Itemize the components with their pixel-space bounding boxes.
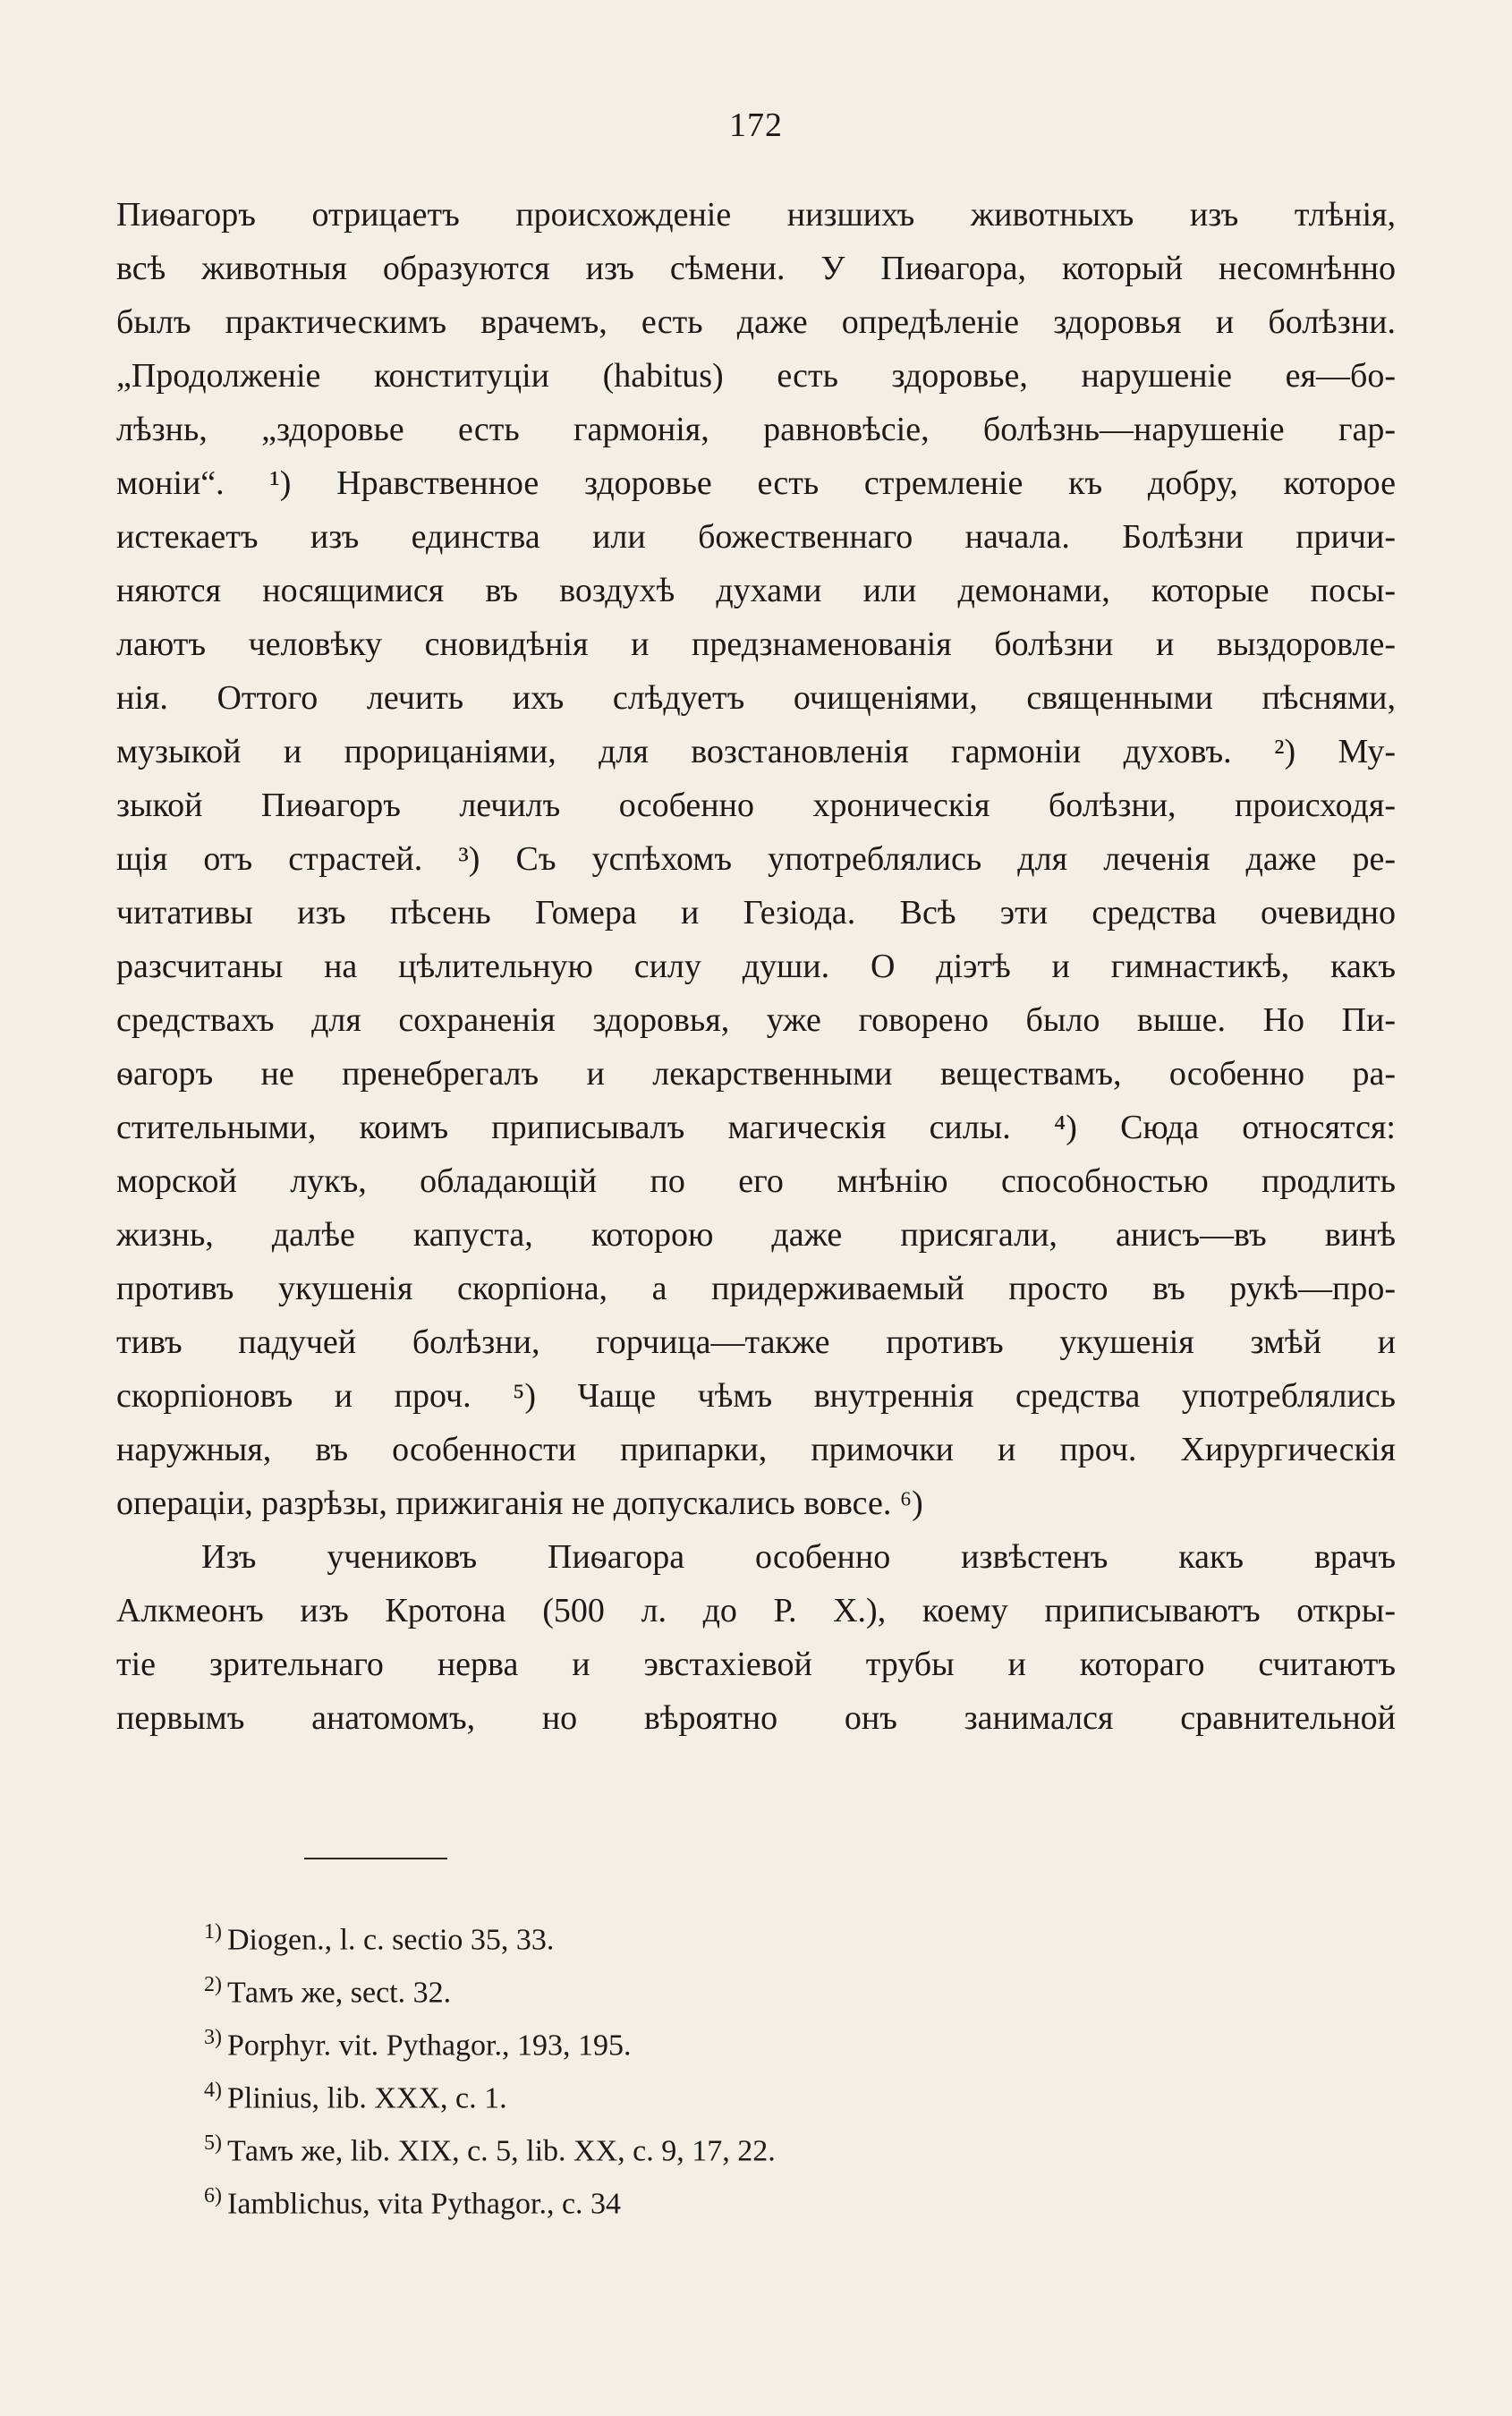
footnote-item	[204, 2012, 1278, 2064]
footnote-item	[204, 1906, 1278, 1959]
text-line: „Продолженіе конституціи (habitus) есть здоровье, нарушеніе ея—бо-	[116, 357, 1396, 395]
text-line: всѣ животныя образуются изъ сѣмени. У Пиѳагора, который несомнѣнно	[116, 250, 1396, 287]
text-line: тивъ падучей болѣзни, горчица—также противъ укушенія змѣй и	[116, 1323, 1396, 1361]
footnote-mark: 5)	[204, 2131, 222, 2155]
footnote-rule	[304, 1858, 447, 1859]
text-line: скорпіоновъ и проч. ⁵) Чаще чѣмъ внутреннія средства употреблялись	[116, 1377, 1396, 1415]
text-line: читативы изъ пѣсень Гомера и Гезіода. Всѣ эти средства очевидно	[116, 894, 1396, 932]
text-line: музыкой и прорицаніями, для возстановленія гармоніи духовъ. ²) Му-	[116, 733, 1396, 770]
text-line: щія отъ страстей. ³) Съ успѣхомъ употреблялись для леченія даже ре-	[116, 840, 1396, 878]
page-number: 172	[729, 106, 783, 144]
footnote-mark: 6)	[204, 2184, 222, 2208]
footnote-text: Porphyr. vit. Pythagor., 193, 195.	[227, 2029, 632, 2063]
text-line: былъ практическимъ врачемъ, есть даже опредѣленіе здоровья и болѣзни.	[116, 303, 1396, 341]
text-line: нія. Оттого лечить ихъ слѣдуетъ очищеніями, священными пѣснями,	[116, 679, 1396, 717]
text-line: Алкмеонъ изъ Кротона (500 л. до Р. Х.), коему приписываютъ откры-	[116, 1592, 1396, 1629]
footnote-text: Iamblichus, vita Pythagor., c. 34	[227, 2187, 622, 2221]
text-line: жизнь, далѣе капуста, которою даже присягали, анисъ—въ винѣ	[116, 1216, 1396, 1254]
text-line: моніи“. ¹) Нравственное здоровье есть стремленіе къ добру, которое	[116, 464, 1396, 502]
body-text	[116, 188, 1396, 1745]
footnote-mark: 3)	[204, 2026, 222, 2049]
footnote-text: Diogen., l. c. sectio 35, 33.	[227, 1923, 555, 1957]
footnote-text: Тамъ же, lib. XIX, c. 5, lib. XX, c. 9, 17, 22.	[227, 2134, 776, 2168]
text-line: операціи, разрѣзы, прижиганія не допускались вовсе. ⁶)	[116, 1484, 923, 1522]
text-line: разсчитаны на цѣлительную силу души. О діэтѣ и гимнастикѣ, какъ	[116, 948, 1396, 985]
text-line: наружныя, въ особенности припарки, примочки и проч. Хирургическія	[116, 1431, 1396, 1468]
footnote-item	[204, 2064, 1278, 2117]
footnote-item	[204, 1959, 1278, 2012]
text-line: тіе зрительнаго нерва и эвстахіевой трубы и котораго считаютъ	[116, 1646, 1396, 1683]
footnote-mark: 2)	[204, 1973, 222, 1996]
footnote-text: Plinius, lib. XXX, c. 1.	[227, 2081, 507, 2115]
text-line: морской лукъ, обладающій по его мнѣнію способностью продлить	[116, 1162, 1396, 1200]
text-line: Изъ учениковъ Пиѳагора особенно извѣстенъ какъ врачъ	[201, 1538, 1396, 1576]
text-line: противъ укушенія скорпіона, а придерживаемый просто въ рукѣ—про-	[116, 1270, 1396, 1307]
text-line: Пиѳагоръ отрицаетъ происхожденіе низшихъ животныхъ изъ тлѣнія,	[116, 196, 1396, 234]
footnotes	[204, 1906, 1278, 2223]
text-line: лѣзнь, „здоровье есть гармонія, равновѣсіе, болѣзнь—нарушеніе гар-	[116, 411, 1396, 448]
text-line: истекаетъ изъ единства или божественнаго начала. Болѣзни причи-	[116, 518, 1396, 556]
footnote-mark: 4)	[204, 2079, 222, 2102]
footnote-text: Тамъ же, sect. 32.	[227, 1976, 452, 2010]
text-line: ѳагоръ не пренебрегалъ и лекарственными веществамъ, особенно ра-	[116, 1055, 1396, 1093]
text-line: стительными, коимъ приписывалъ магическія силы. ⁴) Сюда относятся:	[116, 1109, 1396, 1146]
text-line: няются носящимися въ воздухѣ духами или демонами, которые посы-	[116, 572, 1396, 609]
text-line: лаютъ человѣку сновидѣнія и предзнаменованія болѣзни и выздоровле-	[116, 625, 1396, 663]
text-line: первымъ анатомомъ, но вѣроятно онъ занимался сравнительной	[116, 1699, 1396, 1737]
text-line: зыкой Пиѳагоръ лечилъ особенно хроническія болѣзни, происходя-	[116, 787, 1396, 824]
text-line: средствахъ для сохраненія здоровья, уже говорено было выше. Но Пи-	[116, 1001, 1396, 1039]
footnote-item	[204, 2117, 1278, 2170]
footnote-mark: 1)	[204, 1920, 222, 1944]
footnote-item	[204, 2170, 1278, 2223]
